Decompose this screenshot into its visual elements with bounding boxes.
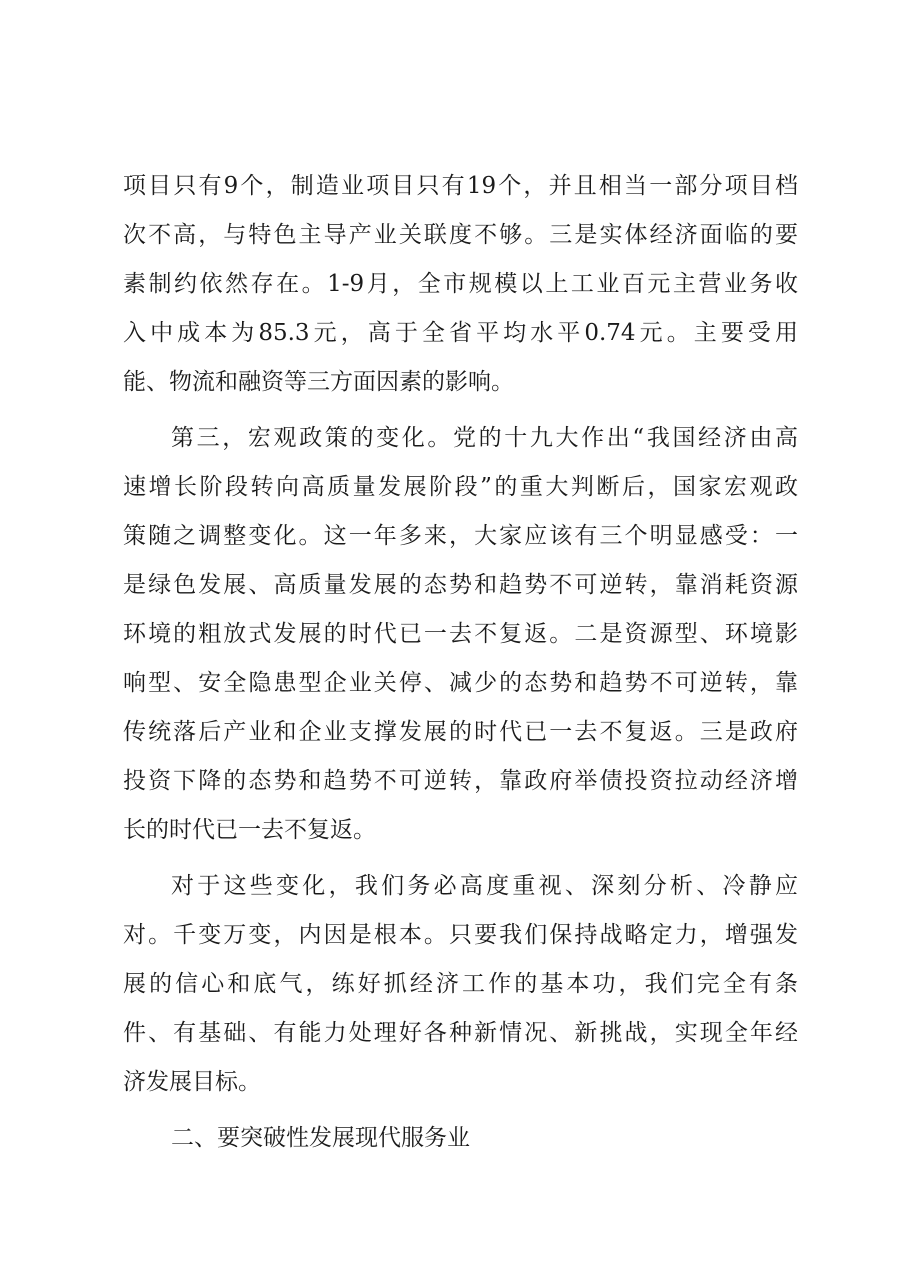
text-line: 第三，宏观政策的变化。党的十九大作出“我国经济由高 xyxy=(171,425,798,451)
heading-text: 二、要突破性发展现代服务业 xyxy=(171,1125,470,1151)
text-line: 济发展目标。 xyxy=(123,1069,261,1095)
text-line: 能、物流和融资等三方面因素的影响。 xyxy=(123,369,514,395)
text-line: 环境的粗放式发展的时代已一去不复返。二是资源型、环境影 xyxy=(123,621,798,647)
text-line: 对于这些变化，我们务必高度重视、深刻分析、冷静应 xyxy=(171,873,798,899)
text-line: 次不高，与特色主导产业关联度不够。三是实体经济面临的要 xyxy=(123,222,798,248)
text-line: 素制约依然存在。1-9月，全市规模以上工业百元主营业务收 xyxy=(123,271,798,297)
section-heading xyxy=(123,1114,798,1163)
document-body xyxy=(123,162,798,1163)
text-line: 展的信心和底气，练好抓经济工作的基本功，我们完全有条 xyxy=(123,971,798,997)
text-line: 响型、安全隐患型企业关停、减少的态势和趋势不可逆转，靠 xyxy=(123,670,798,696)
text-line: 是绿色发展、高质量发展的态势和趋势不可逆转，靠消耗资源 xyxy=(123,572,798,598)
paragraph-2 xyxy=(123,414,798,855)
text-line: 项目只有9个，制造业项目只有19个，并且相当一部分项目档 xyxy=(123,173,798,199)
text-line: 件、有基础、有能力处理好各种新情况、新挑战，实现全年经 xyxy=(123,1020,798,1046)
text-line: 速增长阶段转向高质量发展阶段”的重大判断后，国家宏观政 xyxy=(123,474,798,500)
paragraph-1 xyxy=(123,162,798,407)
text-line: 投资下降的态势和趋势不可逆转，靠政府举债投资拉动经济增 xyxy=(123,768,798,794)
text-line: 长的时代已一去不复返。 xyxy=(123,817,376,843)
text-line: 对。千变万变，内因是根本。只要我们保持战略定力，增强发 xyxy=(123,922,798,948)
text-line: 传统落后产业和企业支撑发展的时代已一去不复返。三是政府 xyxy=(123,719,798,745)
text-line: 入中成本为85.3元，高于全省平均水平0.74元。主要受用 xyxy=(123,320,798,346)
paragraph-3 xyxy=(123,862,798,1107)
text-line: 策随之调整变化。这一年多来，大家应该有三个明显感受：一 xyxy=(123,523,798,549)
